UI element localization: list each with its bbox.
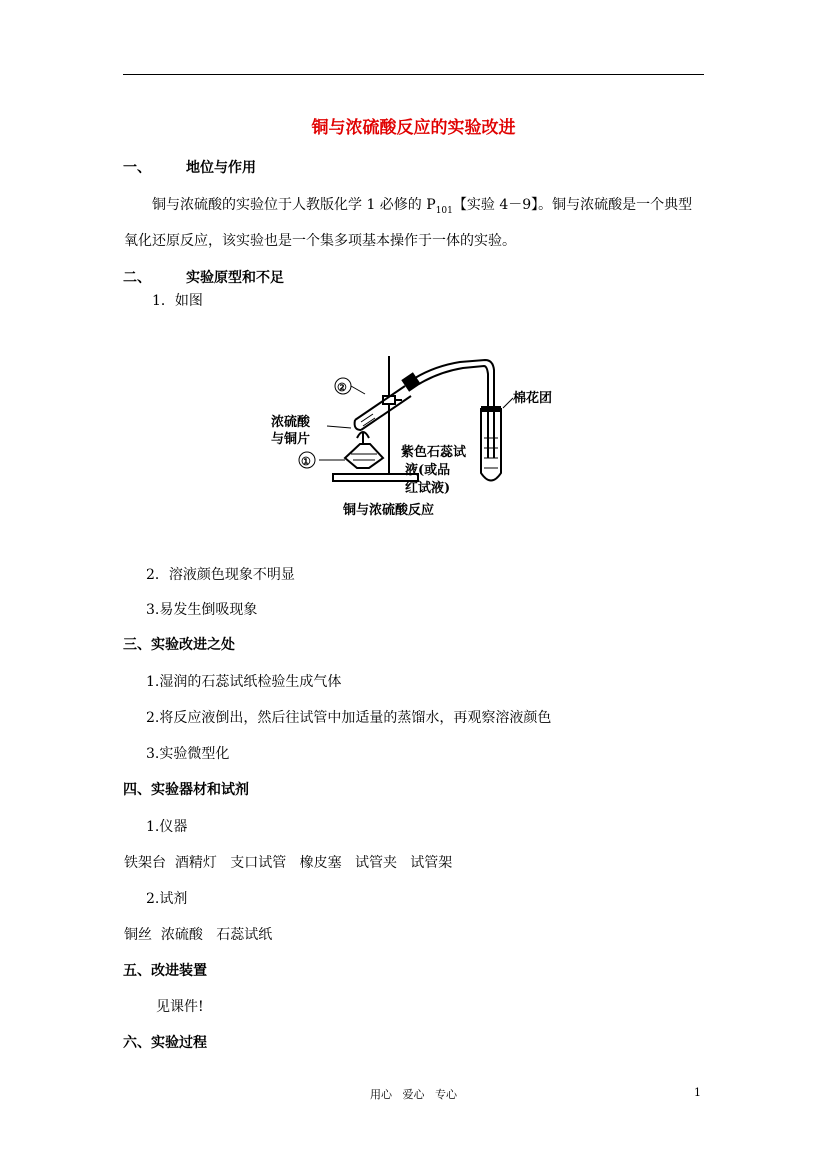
label-litmus-line3: 红试液) [405, 481, 451, 496]
cotton-plug [481, 406, 501, 412]
section-2-item-2: 2．溶液颜色现象不明显 [146, 567, 295, 583]
section-3-title: 三、实验改进之处 [123, 637, 235, 653]
section-3-item-3: 3.实验微型化 [146, 746, 230, 762]
apparatus-figure [265, 348, 565, 520]
document-title: 铜与浓硫酸反应的实验改进 [311, 118, 516, 138]
section-4-title: 四、实验器材和试剂 [123, 782, 249, 798]
label-litmus-line2: 液(或品 [405, 463, 451, 478]
label-acid-line1: 浓硫酸 [271, 415, 311, 430]
para-text-pre: 铜与浓硫酸的实验位于人教版化学 1 必修的 P [152, 197, 436, 213]
section-2-title: 实验原型和不足 [186, 270, 284, 286]
section-1-paragraph-line1 [152, 194, 692, 216]
section-1-title: 地位与作用 [186, 160, 256, 176]
page-number: 1 [694, 1086, 701, 1099]
section-6-title: 六、实验过程 [123, 1035, 207, 1051]
receiving-tube [481, 408, 501, 481]
label-litmus-line1: 紫色石蕊试 [401, 445, 467, 460]
label-cotton: 棉花团 [513, 391, 553, 406]
section-4-sub-1: 1.仪器 [146, 819, 188, 835]
para-subscript: 101 [435, 205, 453, 216]
section-1-number: 一、 [123, 160, 151, 176]
header-rule [123, 74, 704, 75]
footer-motto: 用心 爱心 专心 [370, 1088, 457, 1101]
figure-caption: 铜与浓硫酸反应 [343, 503, 435, 518]
section-4-sub-2: 2.试剂 [146, 891, 188, 907]
section-2-item-3: 3.易发生倒吸现象 [146, 602, 258, 618]
reagents-list: 铜丝 浓硫酸 石蕊试纸 [124, 927, 273, 943]
section-2-number: 二、 [123, 270, 151, 286]
section-3-item-2: 2.将反应液倒出，然后往试管中加适量的蒸馏水，再观察溶液颜色 [146, 710, 552, 726]
section-2-item-1: 1．如图 [152, 293, 203, 309]
label-acid-line2: 与铜片 [271, 432, 311, 447]
alcohol-lamp [345, 444, 383, 468]
para-text-post: 【实验 4－9】。铜与浓硫酸是一个典型 [452, 197, 693, 213]
instruments-list: 铁架台 酒精灯 支口试管 橡皮塞 试管夹 试管架 [124, 855, 453, 871]
section-5-text: 见课件! [156, 999, 204, 1015]
section-3-item-1: 1.湿润的石蕊试纸检验生成气体 [146, 674, 342, 690]
label-circle-1: ① [301, 455, 311, 468]
section-5-title: 五、改进装置 [123, 963, 207, 979]
label-circle-2: ② [337, 381, 347, 394]
section-1-paragraph-line2: 氧化还原反应，该实验也是一个集多项基本操作于一体的实验。 [124, 233, 516, 249]
